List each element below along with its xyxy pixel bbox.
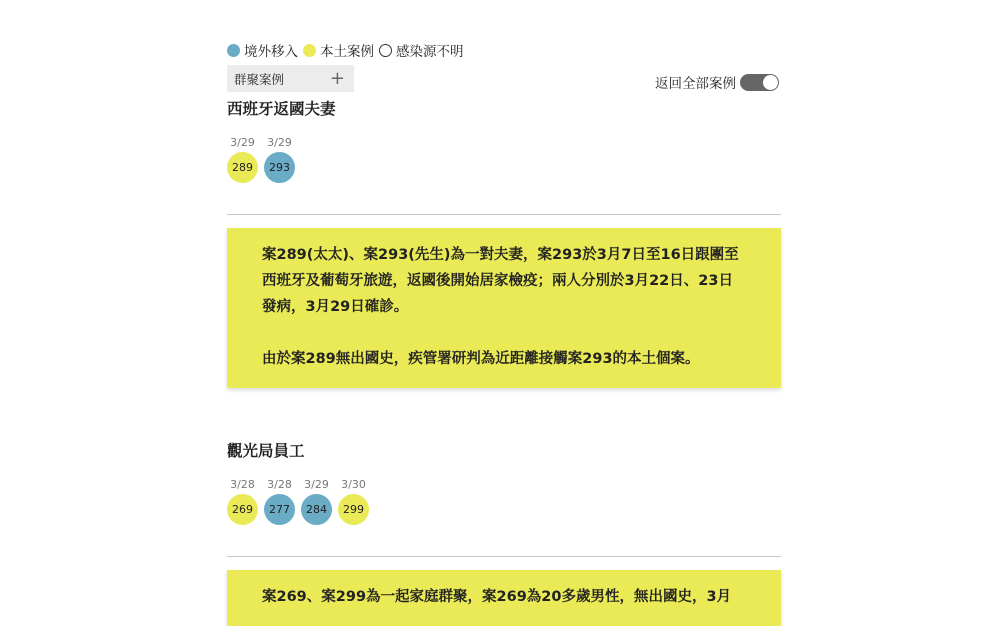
unknown-dot-icon [379, 44, 392, 57]
case-item [227, 477, 258, 525]
case-circle-277[interactable]: 277 [264, 494, 295, 525]
legend-unknown-label: 感染源不明 [396, 44, 464, 60]
case-date: 3/29 [267, 136, 292, 149]
legend [227, 40, 469, 60]
plus-icon: + [329, 67, 345, 89]
group-title: 西班牙返國夫妻 [227, 100, 336, 118]
back-all-cases [655, 72, 779, 92]
cluster-cases-button[interactable] [227, 65, 354, 92]
cluster-cases-label: 群聚案例 [234, 71, 285, 87]
description-paragraph: 案289(太太)、案293(先生)為一對夫妻，案293於3月7日至16日跟團至西班牙及葡萄牙旅遊，返國後開始居家檢疫；兩人分別於3月22日、23日發病，3月29日確診。 [262, 247, 739, 315]
back-all-toggle[interactable] [740, 74, 779, 91]
case-circle-293[interactable]: 293 [264, 152, 295, 183]
local-dot-icon [303, 44, 316, 57]
case-date: 3/30 [341, 478, 366, 491]
case-item [338, 477, 369, 525]
divider [227, 556, 781, 557]
legend-local [303, 40, 374, 60]
description-paragraph: 由於案289無出國史，疾管署研判為近距離接觸案293的本土個案。 [262, 351, 700, 367]
description-paragraph: 案269、案299為一起家庭群聚，案269為20多歲男性，無出國史，3月 [262, 589, 732, 605]
back-all-label: 返回全部案例 [655, 76, 736, 92]
case-date: 3/29 [230, 136, 255, 149]
legend-import-label: 境外移入 [244, 44, 298, 60]
cluster-group-tourism-bureau [227, 439, 781, 525]
case-circle-284[interactable]: 284 [301, 494, 332, 525]
group-description [227, 570, 781, 626]
cluster-group-couple [227, 97, 781, 183]
legend-unknown [379, 40, 464, 60]
case-item [264, 135, 295, 183]
case-circle-299[interactable]: 299 [338, 494, 369, 525]
case-item [227, 135, 258, 183]
divider [227, 214, 781, 215]
legend-local-label: 本土案例 [320, 44, 374, 60]
group-description [227, 228, 781, 388]
import-dot-icon [227, 44, 240, 57]
case-date: 3/29 [304, 478, 329, 491]
case-date: 3/28 [267, 478, 292, 491]
case-item [301, 477, 332, 525]
case-list [227, 135, 781, 183]
group-title: 觀光局員工 [227, 442, 305, 460]
case-item [264, 477, 295, 525]
toggle-knob [763, 75, 778, 90]
case-date: 3/28 [230, 478, 255, 491]
case-circle-289[interactable]: 289 [227, 152, 258, 183]
case-list [227, 477, 781, 525]
case-circle-269[interactable]: 269 [227, 494, 258, 525]
legend-import [227, 40, 298, 60]
